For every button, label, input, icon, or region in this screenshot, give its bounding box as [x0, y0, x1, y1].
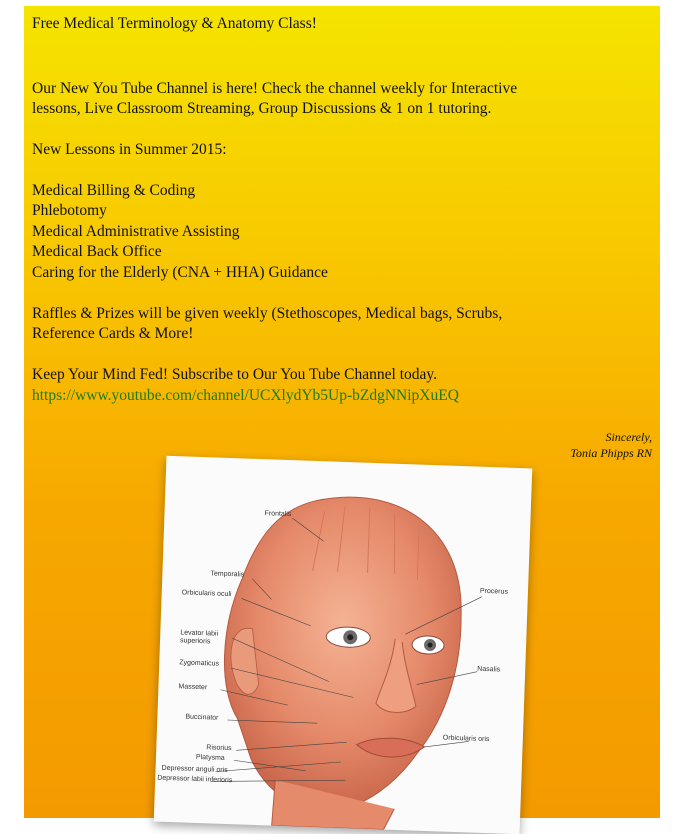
- label-temporalis: Temporalis: [210, 570, 245, 579]
- label-nasalis: Nasalis: [477, 665, 501, 674]
- intro-line-1: Our New You Tube Channel is here! Check the channel weekly for Interactive: [32, 80, 518, 97]
- raffle-line-2: Reference Cards & More!: [32, 325, 194, 342]
- youtube-channel-link[interactable]: https://www.youtube.com/channel/UCXlydYb5Up-bZdgNNipXuEQ: [32, 387, 459, 404]
- label-frontalis: Frontalis: [264, 510, 292, 519]
- raffle-line-1: Raffles & Prizes will be given weekly (Stethoscopes, Medical bags, Scrubs,: [32, 305, 503, 322]
- intro-line-2: lessons, Live Classroom Streaming, Group Discussions & 1 on 1 tutoring.: [32, 100, 492, 117]
- flyer: [24, 6, 660, 818]
- label-depressor-labii: Depressor labii inferioris: [157, 774, 233, 785]
- flyer-title: Free Medical Terminology & Anatomy Class!: [32, 15, 317, 32]
- label-procerus: Procerus: [479, 587, 509, 596]
- lesson-item: Phlebotomy: [32, 202, 107, 219]
- lesson-item: Medical Back Office: [32, 243, 162, 260]
- lesson-item: Medical Billing & Coding: [32, 182, 196, 199]
- label-masseter: Masseter: [178, 683, 208, 692]
- label-levator-2: superioris: [179, 637, 211, 646]
- label-levator-1: Levator labii: [180, 629, 219, 638]
- label-orbicularis-oculi: Orbicularis oculi: [181, 589, 232, 599]
- facial-muscles-diagram: [154, 456, 533, 834]
- anatomy-illustration: [154, 456, 533, 834]
- signature: Tonia Phipps RN: [570, 446, 652, 460]
- lesson-item: Caring for the Elderly (CNA + HHA) Guidance: [32, 264, 328, 281]
- lessons-heading: New Lessons in Summer 2015:: [32, 141, 227, 158]
- signoff: Sincerely,: [605, 430, 652, 444]
- label-buccinator: Buccinator: [185, 713, 219, 722]
- call-to-action: Keep Your Mind Fed! Subscribe to Our You Tube Channel today.: [32, 366, 438, 383]
- label-depressor-anguli: Depressor anguli oris: [161, 764, 228, 775]
- label-orbicularis-oris: Orbicularis oris: [442, 734, 490, 744]
- label-risorius: Risorius: [206, 744, 232, 753]
- label-zygomaticus: Zygomaticus: [179, 659, 220, 668]
- label-platysma: Platysma: [195, 753, 225, 762]
- lesson-item: Medical Administrative Assisting: [32, 223, 240, 240]
